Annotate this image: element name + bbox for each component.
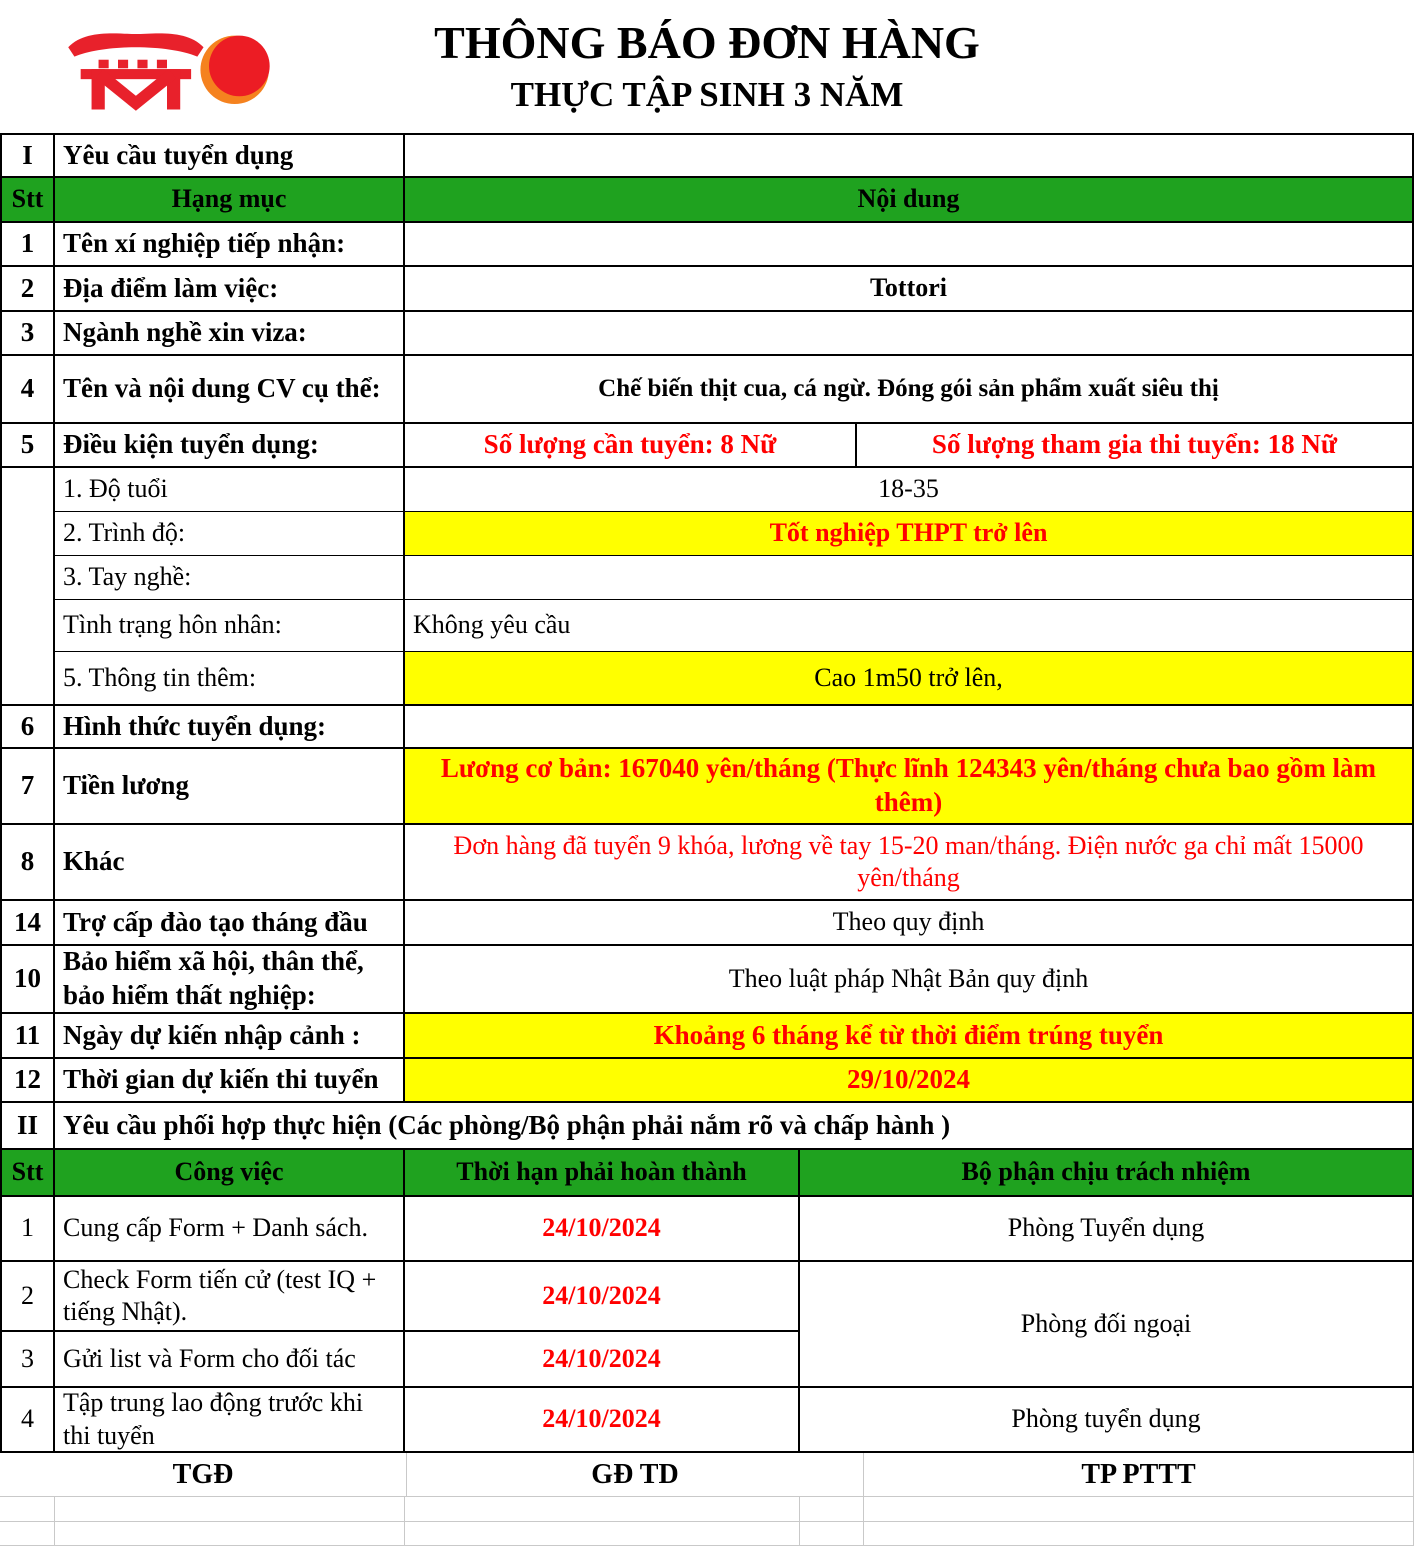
task4-name: Tập trung lao động trước khi thi tuyển — [55, 1388, 405, 1453]
row3-label: Ngành nghề xin viza: — [55, 312, 405, 356]
row8-no: 8 — [0, 825, 55, 901]
row4-no: 4 — [0, 356, 55, 424]
row11-entry-date-content: Khoảng 6 tháng kể từ thời điểm trúng tuyển — [405, 1014, 1414, 1059]
task4-no: 4 — [0, 1388, 55, 1453]
row14-content: Theo quy định — [405, 901, 1414, 946]
signature-tgd: TGĐ — [0, 1453, 407, 1497]
col-header2-stt: Stt — [0, 1150, 55, 1197]
row5-marital-content: Không yêu cầu — [405, 600, 1414, 652]
row4-content: Chế biến thịt cua, cá ngừ. Đóng gói sản phẩm xuất siêu thị — [405, 356, 1414, 424]
task1-department: Phòng Tuyển dụng — [800, 1197, 1414, 1262]
col-header2-department: Bộ phận chịu trách nhiệm — [800, 1150, 1414, 1197]
row5-subrows-number-cell — [0, 468, 55, 706]
task3-deadline: 24/10/2024 — [405, 1332, 800, 1388]
row7-no: 7 — [0, 749, 55, 825]
empty-cell — [55, 1497, 405, 1522]
task1-no: 1 — [0, 1197, 55, 1262]
row5-education-content: Tốt nghiệp THPT trở lên — [405, 512, 1414, 556]
document-header — [0, 0, 1414, 133]
row3-no: 3 — [0, 312, 55, 356]
title-line-2: THỰC TẬP SINH 3 NĂM — [510, 75, 904, 114]
row14-no: 14 — [0, 901, 55, 946]
task3-no: 3 — [0, 1332, 55, 1388]
task4-department: Phòng tuyển dụng — [800, 1388, 1414, 1453]
row12-exam-date-content: 29/10/2024 — [405, 1059, 1414, 1103]
task3-name: Gửi list và Form cho đối tác — [55, 1332, 405, 1388]
row1-content — [405, 223, 1414, 267]
empty-cell — [405, 1497, 800, 1522]
row5-extra-content: Cao 1m50 trở lên, — [405, 652, 1414, 706]
row14-label: Trợ cấp đào tạo tháng đầu — [55, 901, 405, 946]
task4-deadline: 24/10/2024 — [405, 1388, 800, 1453]
row8-label: Khác — [55, 825, 405, 901]
row6-label: Hình thức tuyển dụng: — [55, 706, 405, 749]
row12-label: Thời gian dự kiến thi tuyển — [55, 1059, 405, 1103]
task2-no: 2 — [0, 1262, 55, 1332]
row11-no: 11 — [0, 1014, 55, 1059]
row6-content — [405, 706, 1414, 749]
row5-quantity-participants: Số lượng tham gia thi tuyển: 18 Nữ — [857, 424, 1414, 468]
section2-title: Yêu cầu phối hợp thực hiện (Các phòng/Bộ phận phải nắm rõ và chấp hành ) — [55, 1103, 1414, 1150]
section1-title: Yêu cầu tuyển dụng — [55, 133, 405, 178]
row7-salary-content: Lương cơ bản: 167040 yên/tháng (Thực lĩnh 124343 yên/tháng chưa bao gồm làm thêm) — [405, 749, 1414, 825]
row1-no: 1 — [0, 223, 55, 267]
empty-cell — [0, 1522, 55, 1546]
empty-cell — [0, 1497, 55, 1522]
empty-cell — [864, 1497, 1414, 1522]
row5-label: Điều kiện tuyển dụng: — [55, 424, 405, 468]
row5-age-content: 18-35 — [405, 468, 1414, 512]
row10-label: Bảo hiểm xã hội, thân thể, bảo hiểm thất nghiệp: — [55, 946, 405, 1014]
task1-name: Cung cấp Form + Danh sách. — [55, 1197, 405, 1262]
col-header-category: Hạng mục — [55, 178, 405, 223]
row2-no: 2 — [0, 267, 55, 312]
col-header-content: Nội dung — [405, 178, 1414, 223]
task2-deadline: 24/10/2024 — [405, 1262, 800, 1332]
row5-no: 5 — [0, 424, 55, 468]
empty-cell — [864, 1522, 1414, 1546]
row10-no: 10 — [0, 946, 55, 1014]
empty-cell — [55, 1522, 405, 1546]
row8-other-content: Đơn hàng đã tuyển 9 khóa, lương về tay 15-20 man/tháng. Điện nước ga chỉ mất 15000 yên/tháng — [405, 825, 1414, 901]
document-title — [0, 14, 1414, 118]
empty-cell — [800, 1497, 864, 1522]
empty-cell — [405, 1522, 800, 1546]
task2-3-department-merged: Phòng đối ngoại — [800, 1262, 1414, 1388]
row2-content: Tottori — [405, 267, 1414, 312]
task1-deadline: 24/10/2024 — [405, 1197, 800, 1262]
task2-name: Check Form tiến cử (test IQ + tiếng Nhật). — [55, 1262, 405, 1332]
row11-label: Ngày dự kiến nhập cảnh : — [55, 1014, 405, 1059]
row5-extra-label: 5. Thông tin thêm: — [55, 652, 405, 706]
section1-title-empty-cell — [405, 133, 1414, 178]
row6-no: 6 — [0, 706, 55, 749]
signature-gdtd: GĐ TD — [407, 1453, 864, 1497]
row5-quantity-needed: Số lượng cần tuyển: 8 Nữ — [405, 424, 857, 468]
row2-label: Địa điểm làm việc: — [55, 267, 405, 312]
title-line-1: THÔNG BÁO ĐƠN HÀNG — [434, 17, 980, 68]
row4-label: Tên và nội dung CV cụ thể: — [55, 356, 405, 424]
row5-education-label: 2. Trình độ: — [55, 512, 405, 556]
row5-skill-label: 3. Tay nghề: — [55, 556, 405, 600]
row12-no: 12 — [0, 1059, 55, 1103]
section2-index: II — [0, 1103, 55, 1150]
row1-label: Tên xí nghiệp tiếp nhận: — [55, 223, 405, 267]
col-header2-task: Công việc — [55, 1150, 405, 1197]
signature-tppttt: TP PTTT — [864, 1453, 1414, 1497]
col-header2-deadline: Thời hạn phải hoàn thành — [405, 1150, 800, 1197]
row5-age-label: 1. Độ tuổi — [55, 468, 405, 512]
row3-content — [405, 312, 1414, 356]
row5-marital-label: Tình trạng hôn nhân: — [55, 600, 405, 652]
row10-content: Theo luật pháp Nhật Bản quy định — [405, 946, 1414, 1014]
section1-index: I — [0, 133, 55, 178]
row7-label: Tiền lương — [55, 749, 405, 825]
row5-skill-content — [405, 556, 1414, 600]
empty-cell — [800, 1522, 864, 1546]
col-header-stt: Stt — [0, 178, 55, 223]
